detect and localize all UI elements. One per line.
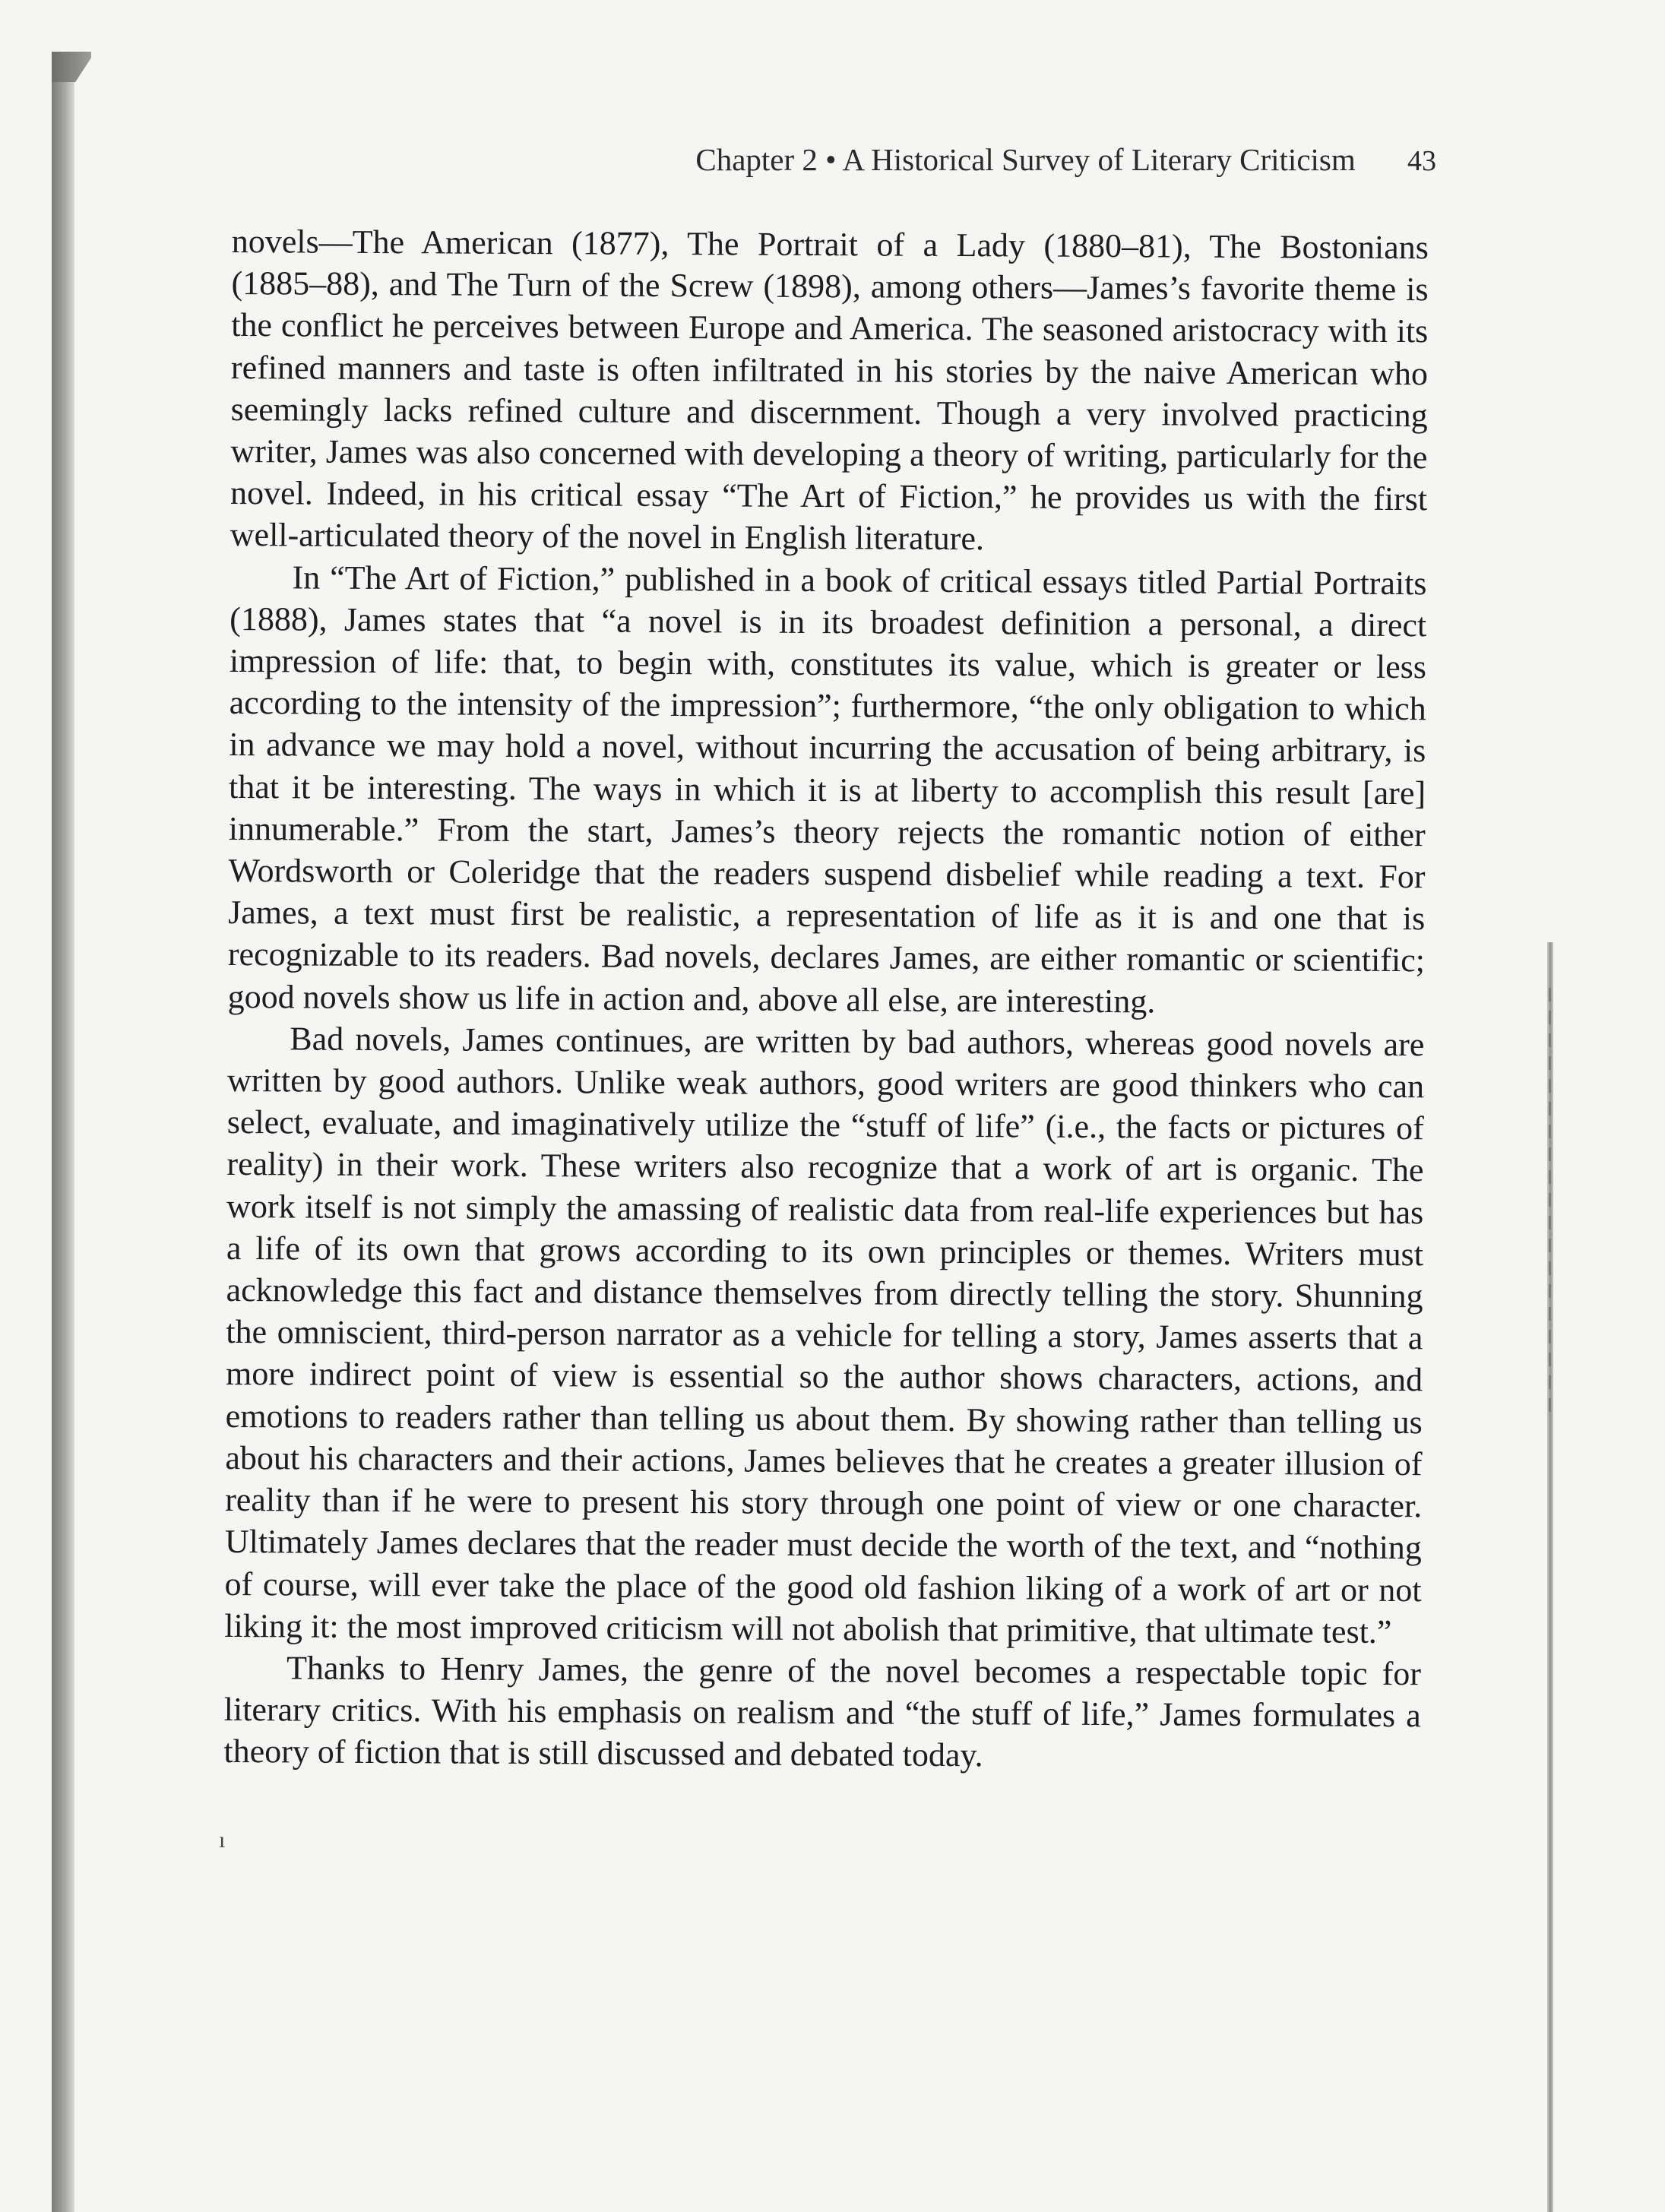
- paragraph-2: In “The Art of Fiction,” published in a book of critical essays titled Partial Portraits (1888), James states that “a novel is in its broadest definition a personal, a direct impression of life: that, to begin with, constitutes its value, which is greater or less according to the intensity of the impression”; furthermore, “the only obligation to which in advance we may hold a novel, without incurring the accusation of being arbitrary, is that it be interesting. The ways in which it is at liberty to accomplish this result [are] innumerable.” From the start, James’s theory rejects the romantic notion of either Wordsworth or Coleridge that the readers suspend disbelief while reading a text. For James, a text must first be realistic, a representation of life as it is and one that is recognizable to its readers. Bad novels, declares James, are either romantic or scientific; good novels show us life in action and, above all else, are interesting.: [227, 559, 1427, 1021]
- binding-corner: [52, 52, 91, 82]
- body-text: [223, 220, 1429, 1779]
- paragraph-1: novels—The American (1877), The Portrait of a Lady (1880–81), The Bostonians (1885–88), and The Turn of the Screw (1898), among others—James’s favorite theme is the conflict he perceives between Europe and America. The seasoned aristocracy with its refined manners and taste is often infiltrated in his stories by the naive American who seemingly lacks refined culture and discernment. Though a very involved practicing writer, James was also concerned with developing a theory of writing, particularly for the novel. Indeed, in his critical essay “The Art of Fiction,” he provides us with the first well-articulated theory of the novel in English literature.: [229, 222, 1429, 558]
- chapter-label: Chapter 2: [695, 142, 818, 177]
- separator-bullet: •: [825, 142, 837, 177]
- paragraph-3: Bad novels, James continues, are written by bad authors, whereas good novels are written by good authors. Unlike weak authors, good writers are good thinkers who can select, evaluate, and imaginatively utilize the “stuff of life” (i.e., the facts or pictures of reality) in their work. These writers also recognize that a work of art is organic. The work itself is not simply the amassing of realistic data from real-life experiences but has a life of its own that grows according to its own principles or themes. Writers must acknowledge this fact and distance themselves from directly telling the story. Shunning the omniscient, third-person narrator as a vehicle for telling a story, James asserts that a more indirect point of view is essential so the author shows characters, actions, and emotions to readers rather than telling us about them. By showing rather than telling us about his characters and their actions, James believes that he creates a greater illusion of reality than if he were to present his story through one point of view or one character. Ultimately James declares that the reader must decide the worth of the text, and “nothing of course, will ever take the place of the good old fashion liking of a work of art or not liking it: the most improved criticism will not abolish that primitive, that ultimate test.”: [224, 1020, 1425, 1650]
- margin-tick: ı: [219, 1828, 226, 1853]
- page-edge-marks: [1549, 988, 1551, 1413]
- paragraph-4: Thanks to Henry James, the genre of the novel becomes a respectable topic for literary critics. With his emphasis on realism and “the stuff of life,” James formulates a theory of fiction that is still discussed and debated today.: [223, 1649, 1422, 1774]
- page-number: 43: [1407, 145, 1436, 177]
- binding-shadow: [52, 55, 74, 2212]
- chapter-title: A Historical Survey of Literary Criticism: [842, 142, 1356, 177]
- running-head: [0, 137, 1436, 184]
